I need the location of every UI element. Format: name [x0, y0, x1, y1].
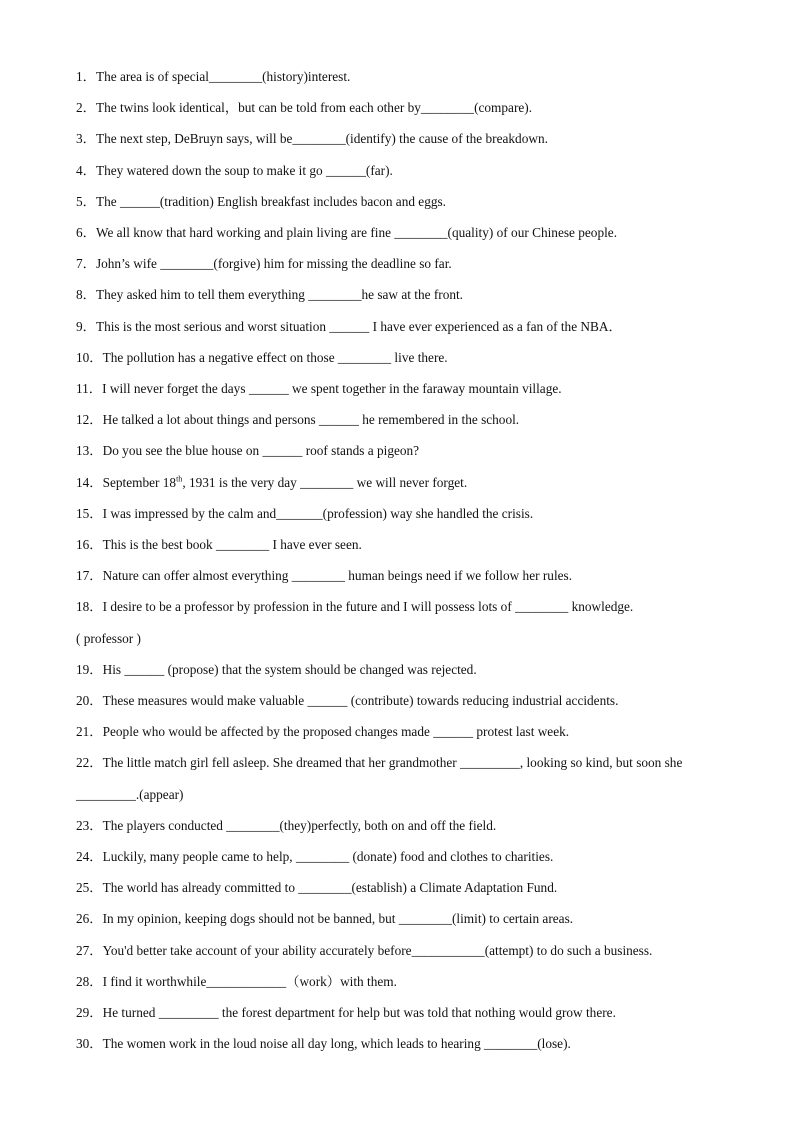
question-2: [76, 99, 756, 117]
question-text: These measures would make valuable ______ (contribute) towards reducing industrial accidents.: [102, 693, 619, 708]
ordinal-suffix: th: [176, 474, 183, 484]
question-25: [76, 879, 756, 897]
question-6: [76, 224, 756, 242]
question-number: 6．: [76, 225, 96, 240]
question-3: [76, 130, 756, 148]
question-text: We all know that hard working and plain living are fine ________(quality) of our Chinese people.: [95, 225, 618, 240]
question-text: I find it worthwhile____________（work）with them.: [102, 973, 397, 989]
question-number: 25．: [76, 880, 103, 896]
question-text: The ______(tradition) English breakfast includes bacon and eggs.: [95, 193, 447, 209]
question-text: In my opinion, keeping dogs should not be banned, but ________(limit) to certain areas.: [102, 911, 574, 927]
question-text: The women work in the loud noise all day long, which leads to hearing ________(lose).: [102, 1036, 571, 1052]
question-29: [76, 1004, 756, 1022]
question-text-rest: , 1931 is the very day ________ we will never forget.: [182, 474, 468, 490]
question-8: [76, 286, 756, 304]
question-text: I desire to be a professor by profession in the future and I will possess lots of ________ knowledge.: [102, 599, 634, 615]
question-text: Nature can offer almost everything ________ human beings need if we follow her rules.: [102, 568, 573, 584]
question-5: [76, 193, 756, 211]
question-text: The players conducted ________(they)perfectly, both on and off the field.: [102, 817, 497, 833]
question-text: People who would be affected by the proposed changes made ______ protest last week.: [102, 724, 570, 740]
question-text: John’s wife ________(forgive) him for missing the deadline so far.: [95, 256, 452, 272]
question-11: [76, 380, 756, 398]
question-17: [76, 567, 756, 585]
question-number: 14．: [76, 474, 103, 490]
question-number: 3．: [76, 131, 96, 147]
question-24: [76, 848, 756, 866]
question-text: They watered down the soup to make it go ______(far).: [95, 162, 393, 178]
question-number: 4．: [76, 162, 96, 178]
question-23: [76, 817, 756, 835]
question-text: Luckily, many people came to help, ________ (donate) food and clothes to charities.: [102, 849, 554, 864]
question-number: 29．: [76, 1005, 103, 1020]
question-number: 26．: [76, 911, 103, 927]
question-text: September 18: [102, 474, 177, 490]
question-text: The little match girl fell asleep. She dreamed that her grandmother _________, looking so kind, but soon she: [102, 755, 683, 771]
question-number: 10．: [76, 349, 103, 365]
question-text: Do you see the blue house on ______ roof stands a pigeon?: [102, 443, 420, 459]
question-number: 20．: [76, 693, 103, 708]
question-number: 18．: [76, 599, 103, 615]
question-22: [76, 754, 756, 772]
question-text: The world has already committed to ________(establish) a Climate Adaptation Fund.: [102, 880, 558, 896]
question-26: [76, 910, 756, 928]
question-number: 11．: [76, 381, 103, 396]
question-21: [76, 723, 756, 741]
question-text: You'd better take account of your ability accurately before___________(attempt) to do such a business.: [102, 942, 653, 958]
question-number: 23．: [76, 817, 103, 833]
question-30: [76, 1035, 756, 1053]
question-number: 15．: [76, 505, 103, 521]
question-text: The next step, DeBruyn says, will be________(identify) the cause of the breakdown.: [95, 131, 548, 147]
question-10: [76, 349, 756, 367]
question-text: The area is of special________(history)interest.: [95, 69, 351, 84]
question-number: 5．: [76, 193, 96, 209]
question-text: The pollution has a negative effect on those ________ live there.: [102, 349, 448, 365]
question-text: They asked him to tell them everything ________he saw at the front.: [95, 287, 464, 303]
question-text: I will never forget the days ______ we spent together in the faraway mountain village.: [102, 381, 562, 396]
question-14: [76, 474, 756, 492]
question-number: 30．: [76, 1036, 103, 1052]
question-number: 28．: [76, 973, 103, 989]
question-text: This is the best book ________ I have ever seen.: [102, 537, 362, 552]
question-number: 1．: [76, 69, 96, 84]
question-number: 12．: [76, 412, 103, 428]
question-text: The twins look identical，but can be told from each other by________(compare).: [95, 100, 533, 116]
question-number: 9．: [76, 318, 96, 334]
question-4: [76, 162, 756, 180]
question-number: 2．: [76, 100, 96, 116]
question-number: 19．: [76, 661, 103, 677]
question-number: 17．: [76, 568, 103, 584]
question-text: He talked a lot about things and persons ______ he remembered in the school.: [102, 412, 520, 428]
question-number: 8．: [76, 287, 96, 303]
question-text: I was impressed by the calm and_______(profession) way she handled the crisis.: [102, 505, 534, 521]
question-number: 13．: [76, 443, 103, 459]
question-18: [76, 598, 756, 616]
question-number: 7．: [76, 256, 96, 272]
question-number: 27．: [76, 942, 103, 958]
question-text: His ______ (propose) that the system should be changed was rejected.: [102, 661, 477, 677]
question-16: [76, 536, 756, 554]
question-number: 21．: [76, 724, 103, 740]
question-number: 22．: [76, 755, 103, 771]
question-9: [76, 318, 756, 336]
question-20: [76, 692, 756, 710]
question-7: [76, 255, 756, 273]
question-number: 16．: [76, 537, 103, 552]
question-18-continuation: ( professor ): [76, 630, 141, 646]
question-19: [76, 661, 756, 679]
question-22-continuation: _________.(appear): [76, 786, 184, 802]
question-15: [76, 505, 756, 523]
question-28: [76, 973, 756, 991]
question-number: 24．: [76, 849, 103, 864]
question-text: This is the most serious and worst situation ______ I have ever experienced as a fan of the NBA．: [95, 318, 622, 334]
question-1: [76, 68, 756, 86]
question-13: [76, 442, 756, 460]
question-12: [76, 411, 756, 429]
question-27: [76, 942, 756, 960]
question-text: He turned _________ the forest department for help but was told that nothing would grow there.: [102, 1005, 616, 1020]
